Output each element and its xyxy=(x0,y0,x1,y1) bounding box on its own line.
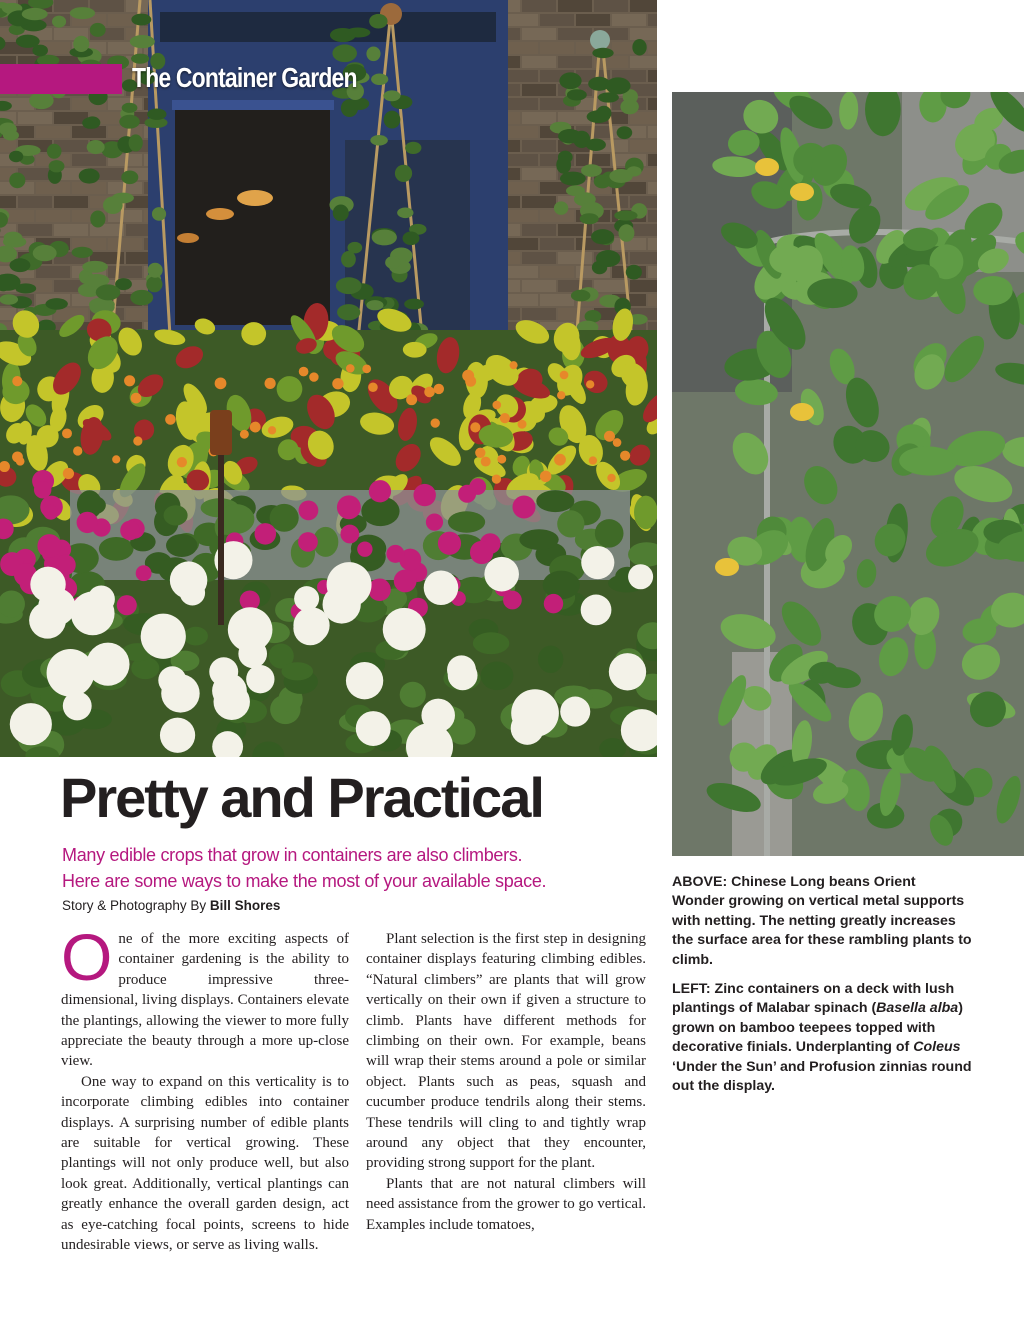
article-deck xyxy=(62,842,642,894)
caption-above: ABOVE: Chinese Long beans Orient Wonder growing on vertical metal supports with netting. The netting greatly increases the surface area for these rambling plants to climb. xyxy=(672,874,972,968)
drop-cap: O xyxy=(61,920,113,994)
bean-vine-illustration xyxy=(672,92,1024,856)
section-title: The Container Garden xyxy=(132,62,357,93)
caption-text: ) grown on bamboo teepees topped with decorative finials. Underplanting of xyxy=(672,1000,963,1056)
caption-text: LEFT: Zinc containers on a deck with lush plantings of Malabar spinach ( xyxy=(672,981,955,1017)
byline-author: Bill Shores xyxy=(209,898,281,913)
deck-line: Many edible crops that grow in containers are also climbers. xyxy=(62,845,523,865)
body-column-2 xyxy=(366,929,646,1235)
byline-prefix: Story & Photography By xyxy=(62,898,210,913)
photo-captions xyxy=(672,873,972,1096)
deck-line: Here are some ways to make the most of your available space. xyxy=(62,871,547,891)
hero-photo xyxy=(0,0,657,757)
caption-italic: Basella alba xyxy=(876,1000,959,1017)
body-paragraph: One way to expand on this verticality is to incorporate climbing edibles into container displays. A surprising number of edible plants are suitable for vertical growing. These plantings will not only produce well, but also look great. Additionally, vertical plantings can greatly enhance the overall garden design, act as eye-catching focal points, screens to hide undesirable views, or serve as living walls. xyxy=(61,1073,349,1254)
byline xyxy=(62,897,462,915)
body-paragraph xyxy=(61,920,349,1072)
side-photo xyxy=(672,92,1024,856)
body-paragraph: Plant selection is the first step in designing container displays featuring climbing edibles. “Natural climbers” are plants that will grow vertically on their own if given a structure to climb. Plants have different methods for climbing on their own. For example, beans will wrap their stems around a pole or similar object. Plants such as peas, squash and cucumber produce tendrils along their stems. These tendrils will cling to and tightly wrap around any object that they encounter, providing strong support for the plant. xyxy=(366,931,646,1172)
section-accent-bar xyxy=(0,64,122,94)
body-column-1 xyxy=(61,920,349,1256)
caption-text: ‘Under the Sun’ and Profusion zinnias round out the display. xyxy=(672,1058,972,1095)
body-paragraph: Plants that are not natural climbers will need assistance from the grower to go vertical. Examples include tomatoes, xyxy=(366,1175,646,1233)
paragraph-text: ne of the more exciting aspects of container gardening is the ability to produce impressive three-dimensional, living displays. Containers elevate the plantings, allowing the viewer to more fully appreciate the beauty through a more up-close view. xyxy=(61,931,349,1070)
garden-illustration xyxy=(0,0,657,757)
article-headline: Pretty and Practical xyxy=(60,766,543,829)
caption-left xyxy=(672,980,972,1096)
caption-italic: Coleus xyxy=(913,1039,961,1056)
